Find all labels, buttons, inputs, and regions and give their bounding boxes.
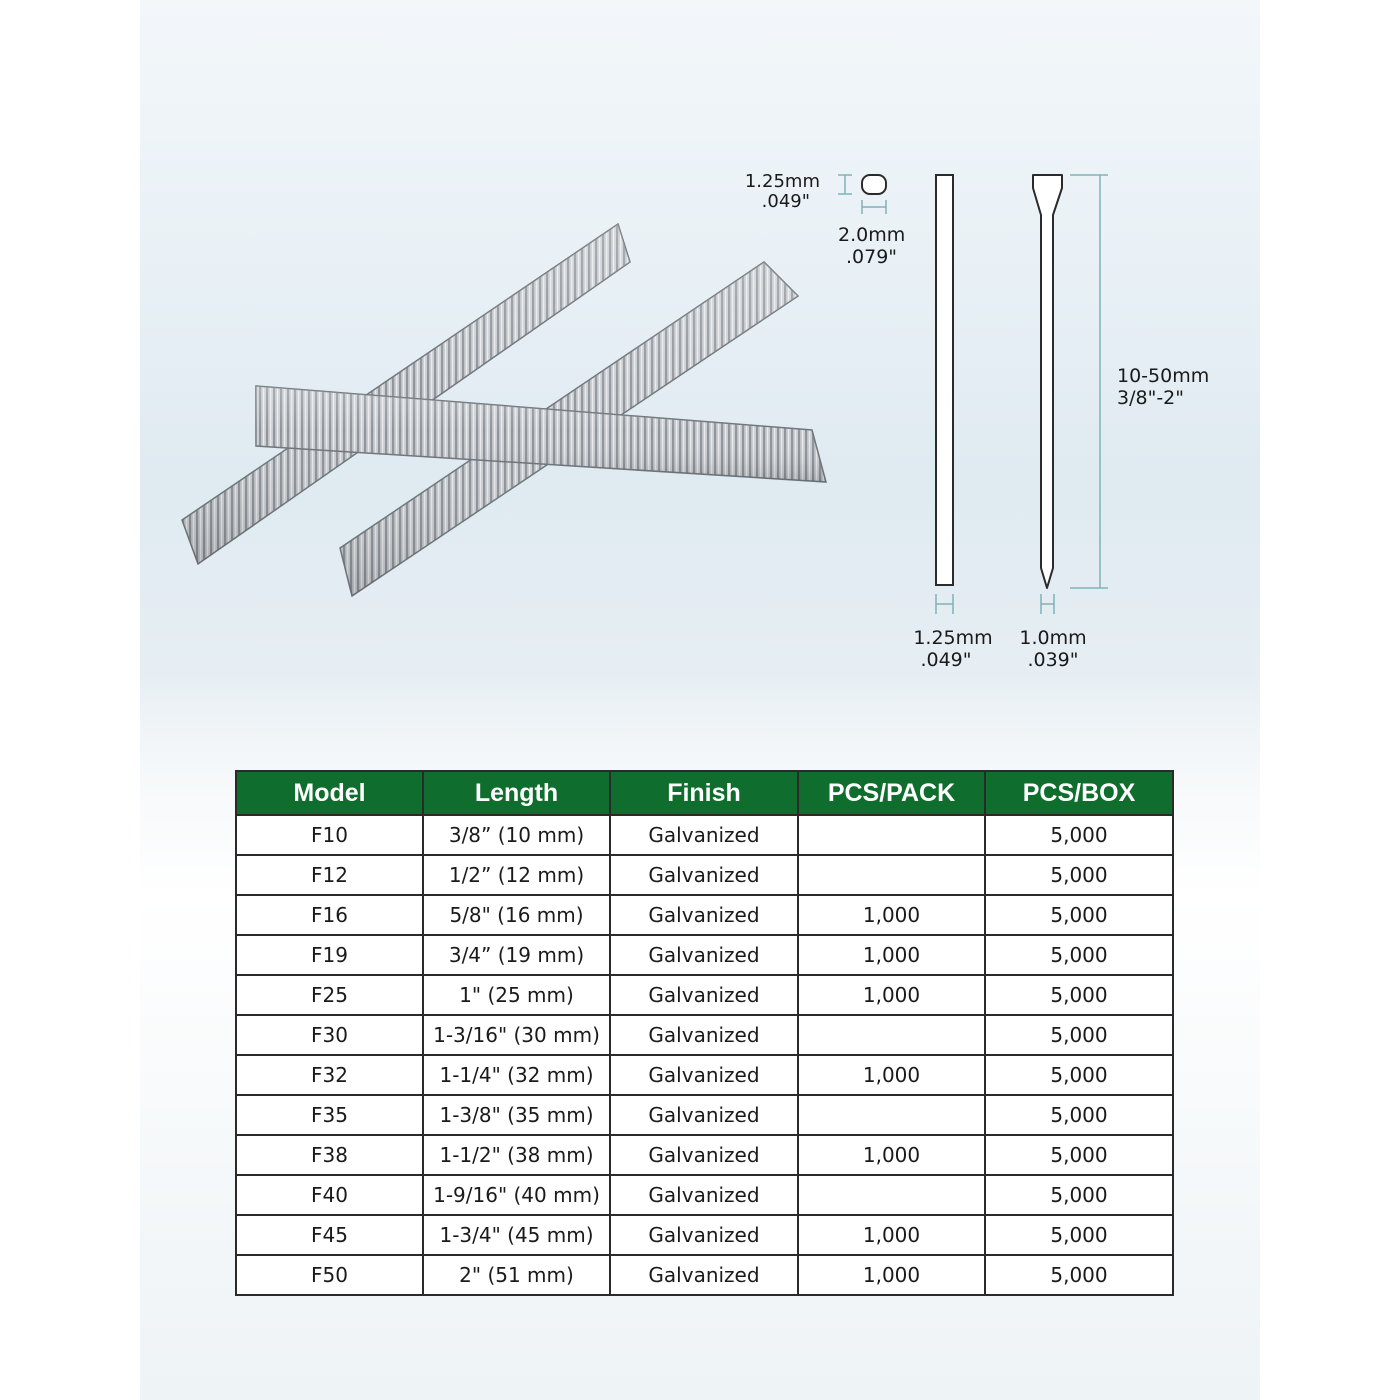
point-width-metric: 1.0mm <box>1019 627 1087 649</box>
cell-pcs-pack: 1,000 <box>798 1055 985 1095</box>
shank-width-metric: 1.25mm <box>913 627 993 649</box>
cell-model: F32 <box>236 1055 423 1095</box>
cell-pcs-pack: 1,000 <box>798 1135 985 1175</box>
table-row <box>236 1175 1173 1215</box>
table-row <box>236 975 1173 1015</box>
point-width-imperial: .039" <box>1027 649 1079 671</box>
table-row <box>236 1095 1173 1135</box>
cell-pcs-pack <box>798 1015 985 1055</box>
col-header-length: Length <box>423 771 610 815</box>
cell-model: F30 <box>236 1015 423 1055</box>
head-width-imperial: .079" <box>846 246 898 268</box>
cell-length: 2" (51 mm) <box>423 1255 610 1295</box>
cell-pcs-pack <box>798 1095 985 1135</box>
cell-finish: Galvanized <box>610 1015 798 1055</box>
cell-length: 1/2” (12 mm) <box>423 855 610 895</box>
cell-length: 1-9/16" (40 mm) <box>423 1175 610 1215</box>
cell-finish: Galvanized <box>610 1175 798 1215</box>
cell-pcs-box: 5,000 <box>985 975 1173 1015</box>
cell-finish: Galvanized <box>610 1095 798 1135</box>
cell-finish: Galvanized <box>610 1255 798 1295</box>
table-row <box>236 1135 1173 1175</box>
cell-finish: Galvanized <box>610 855 798 895</box>
head-width-metric: 2.0mm <box>838 224 906 246</box>
length-range-imperial: 3/8"-2" <box>1117 387 1185 409</box>
shank-width-imperial: .049" <box>920 649 972 671</box>
cell-finish: Galvanized <box>610 935 798 975</box>
cell-model: F25 <box>236 975 423 1015</box>
cell-model: F40 <box>236 1175 423 1215</box>
cell-pcs-box: 5,000 <box>985 1055 1173 1095</box>
cell-pcs-pack <box>798 815 985 855</box>
cell-pcs-box: 5,000 <box>985 1135 1173 1175</box>
spec-table <box>235 770 1174 1296</box>
table-row <box>236 1255 1173 1295</box>
cell-pcs-box: 5,000 <box>985 1095 1173 1135</box>
cell-pcs-pack <box>798 855 985 895</box>
cell-finish: Galvanized <box>610 895 798 935</box>
nail-side-view <box>936 175 953 614</box>
table-row <box>236 855 1173 895</box>
nail-front-view <box>1033 175 1062 614</box>
col-header-model: Model <box>236 771 423 815</box>
cell-length: 3/4” (19 mm) <box>423 935 610 975</box>
cell-model: F19 <box>236 935 423 975</box>
cell-length: 1-1/4" (32 mm) <box>423 1055 610 1095</box>
cell-pcs-pack: 1,000 <box>798 1215 985 1255</box>
cell-model: F10 <box>236 815 423 855</box>
cell-finish: Galvanized <box>610 975 798 1015</box>
cell-pcs-pack: 1,000 <box>798 1255 985 1295</box>
cell-model: F35 <box>236 1095 423 1135</box>
cell-pcs-box: 5,000 <box>985 1175 1173 1215</box>
cell-model: F16 <box>236 895 423 935</box>
table-body <box>236 815 1173 1295</box>
head-thickness-imperial: .049" <box>761 191 810 212</box>
cell-length: 1-3/8" (35 mm) <box>423 1095 610 1135</box>
cell-model: F12 <box>236 855 423 895</box>
table-row <box>236 815 1173 855</box>
table-row <box>236 1055 1173 1095</box>
cell-pcs-pack: 1,000 <box>798 935 985 975</box>
cell-length: 1" (25 mm) <box>423 975 610 1015</box>
cell-finish: Galvanized <box>610 1135 798 1175</box>
cell-pcs-box: 5,000 <box>985 895 1173 935</box>
cell-finish: Galvanized <box>610 815 798 855</box>
cell-finish: Galvanized <box>610 1215 798 1255</box>
cell-pcs-pack: 1,000 <box>798 975 985 1015</box>
length-dimension <box>1070 175 1108 588</box>
cell-length: 1-3/16" (30 mm) <box>423 1015 610 1055</box>
cell-length: 5/8" (16 mm) <box>423 895 610 935</box>
cell-length: 1-3/4" (45 mm) <box>423 1215 610 1255</box>
table-row <box>236 935 1173 975</box>
cell-pcs-pack: 1,000 <box>798 895 985 935</box>
table-row <box>236 895 1173 935</box>
cell-pcs-box: 5,000 <box>985 815 1173 855</box>
cell-model: F50 <box>236 1255 423 1295</box>
cell-pcs-box: 5,000 <box>985 1255 1173 1295</box>
cell-length: 1-1/2" (38 mm) <box>423 1135 610 1175</box>
cell-pcs-box: 5,000 <box>985 1015 1173 1055</box>
head-thickness-metric: 1.25mm <box>744 171 820 192</box>
cell-pcs-box: 5,000 <box>985 935 1173 975</box>
cell-pcs-pack <box>798 1175 985 1215</box>
col-header-pcs-pack: PCS/PACK <box>798 771 985 815</box>
cell-model: F38 <box>236 1135 423 1175</box>
head-cross-section <box>838 175 886 214</box>
cell-model: F45 <box>236 1215 423 1255</box>
col-header-finish: Finish <box>610 771 798 815</box>
cell-pcs-box: 5,000 <box>985 1215 1173 1255</box>
cell-pcs-box: 5,000 <box>985 855 1173 895</box>
length-range-metric: 10-50mm <box>1117 365 1210 387</box>
cell-length: 3/8” (10 mm) <box>423 815 610 855</box>
cell-finish: Galvanized <box>610 1055 798 1095</box>
col-header-pcs-box: PCS/BOX <box>985 771 1173 815</box>
table-row <box>236 1015 1173 1055</box>
table-header-row <box>236 771 1173 815</box>
table-row <box>236 1215 1173 1255</box>
